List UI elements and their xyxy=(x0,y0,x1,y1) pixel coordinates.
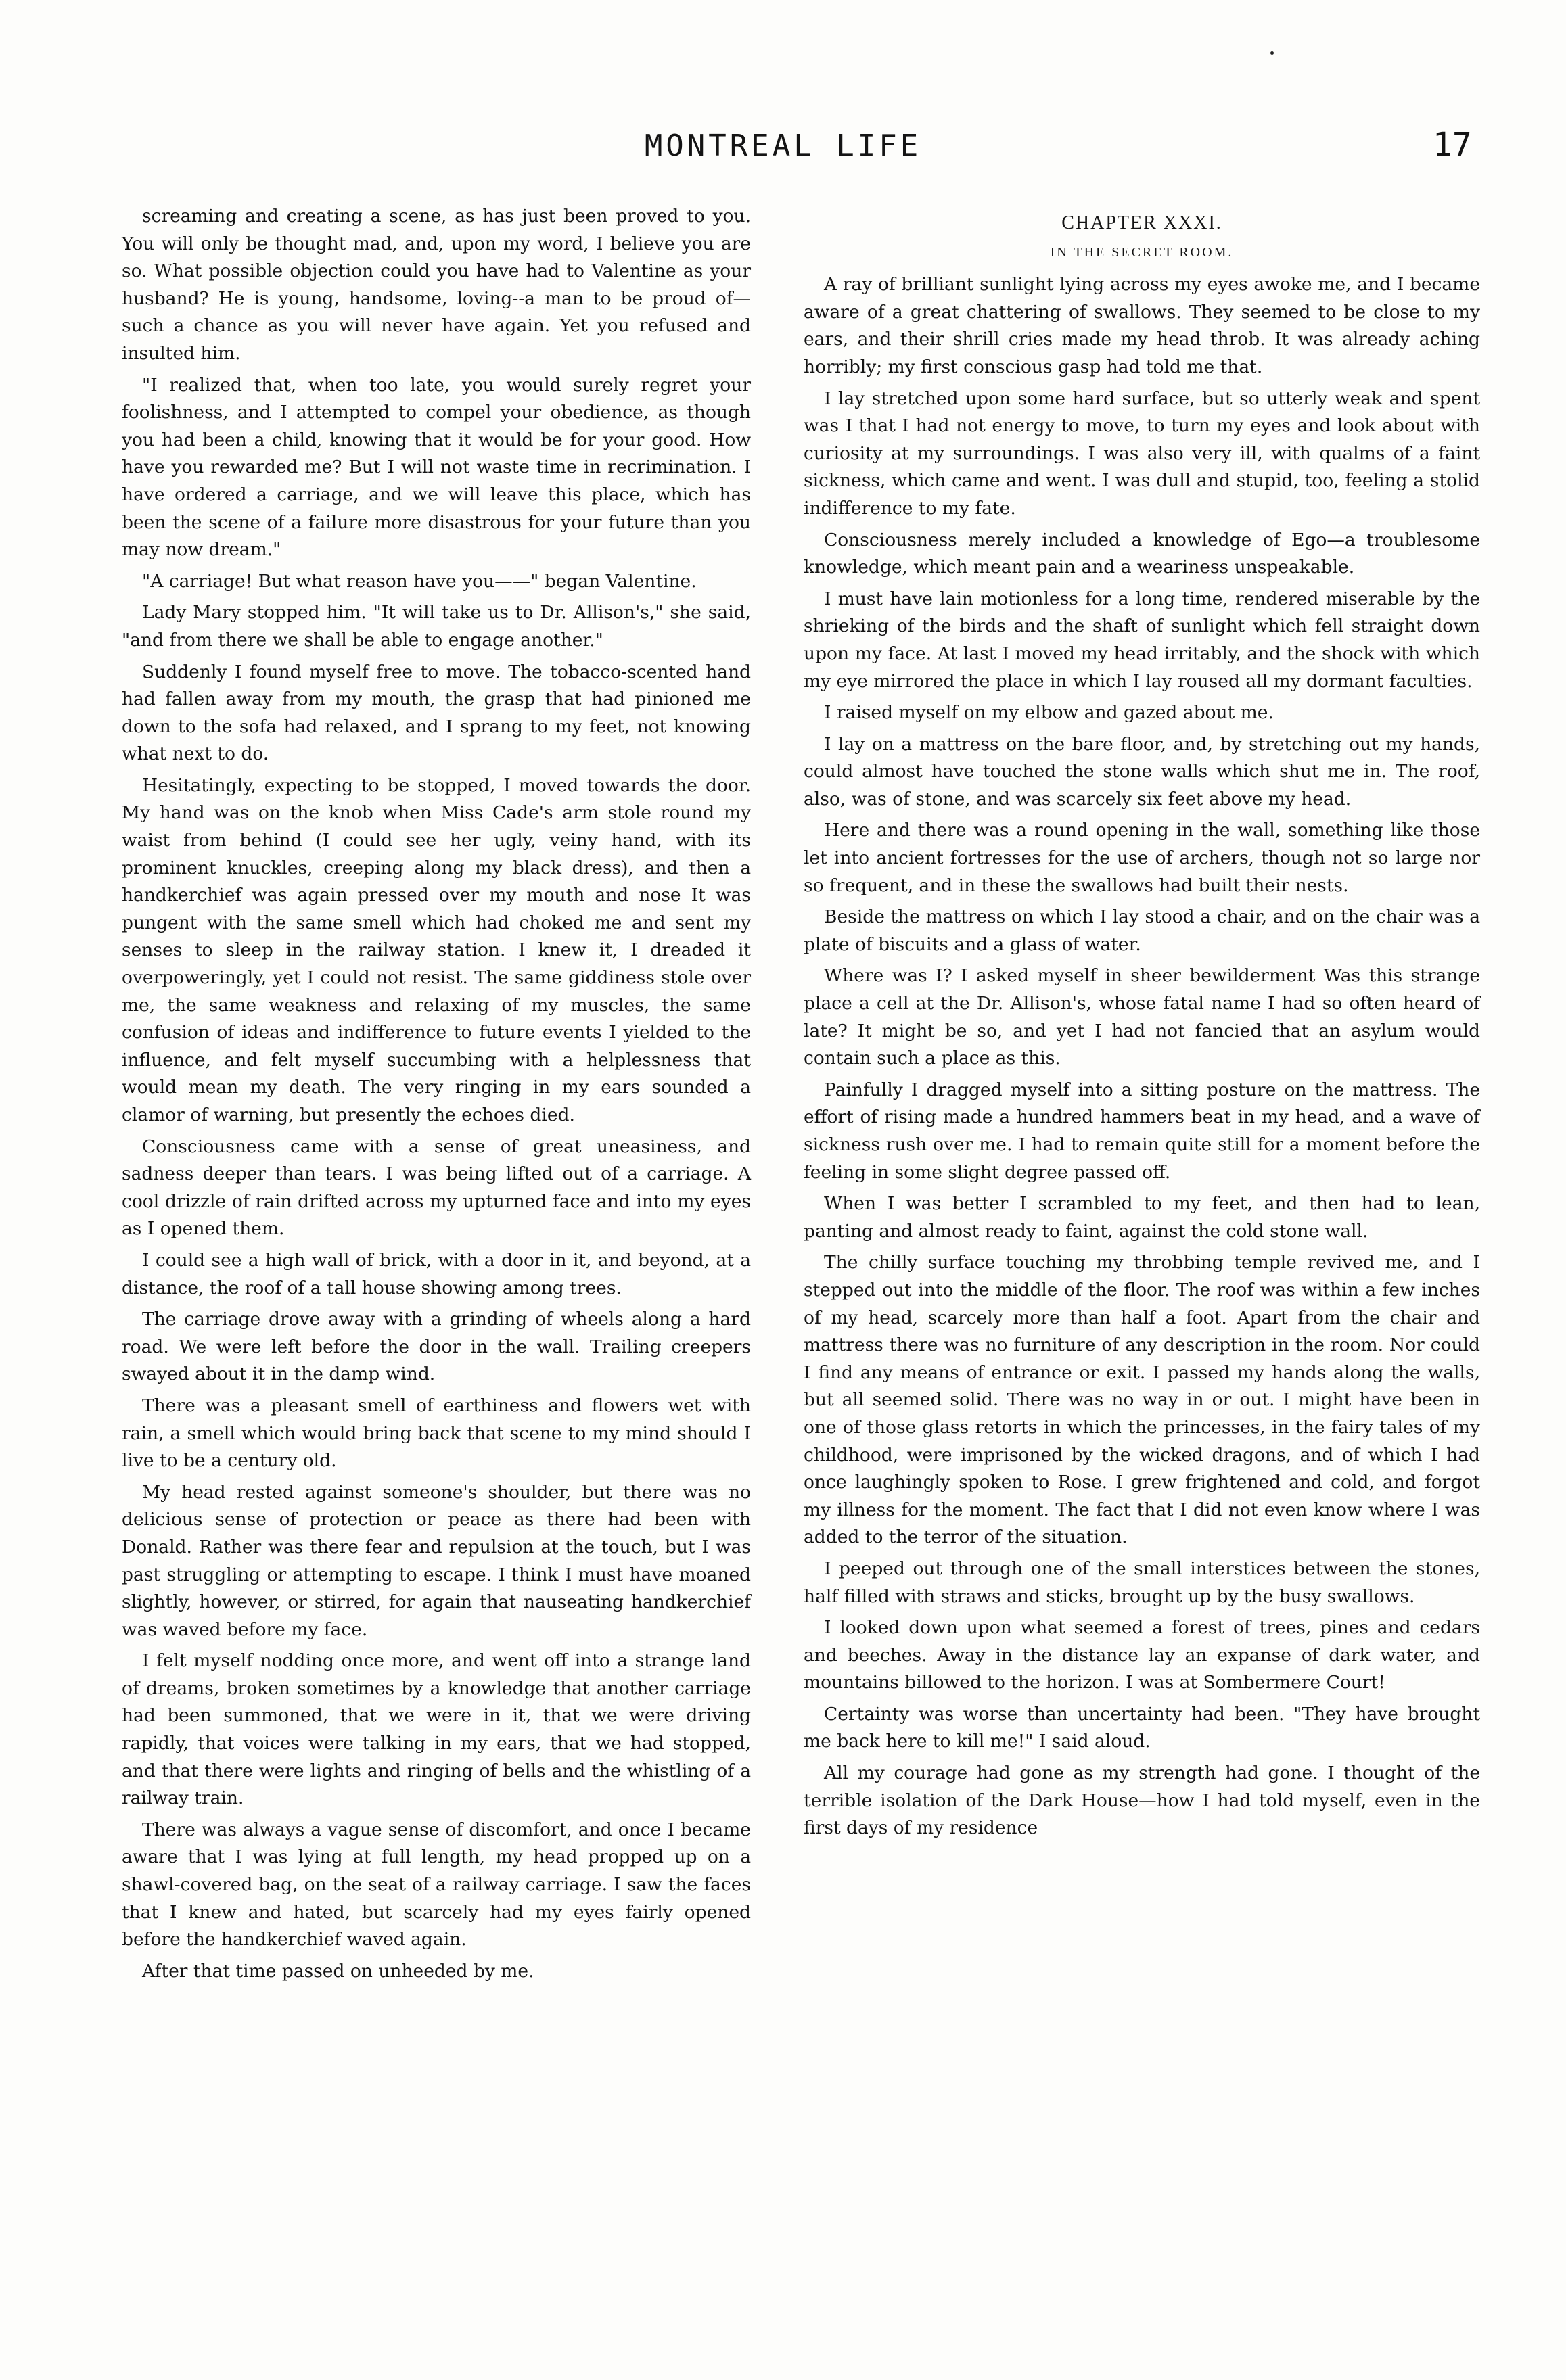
paragraph: When I was better I scrambled to my feet, and then had to lean, panting and almost ready to faint, against the cold stone wall. xyxy=(804,1193,1480,1242)
paragraph: I could see a high wall of brick, with a door in it, and beyond, at a distance, the roof of a tall house showing among trees. xyxy=(122,1249,751,1299)
paragraph: Suddenly I found myself free to move. The tobacco-scented hand had fallen away from my mouth, the grasp that had pinioned me down to the sofa had relaxed, and I sprang to my feet, not knowing what next to do. xyxy=(122,661,751,765)
paragraph: All my courage had gone as my strength had gone. I thought of the terrible isolation of the Dark House—how I had told myself, even in the first days of my residence xyxy=(804,1763,1480,1839)
paragraph: I lay on a mattress on the bare floor, and, by stretching out my hands, could almost have touched the stone walls which shut me in. The roof, also, was of stone, and was scarcely six feet above my head. xyxy=(804,733,1480,810)
chapter-subtitle: IN THE SECRET ROOM. xyxy=(1050,244,1234,260)
running-header-title: MONTREAL LIFE xyxy=(644,129,922,163)
paragraph: Lady Mary stopped him. "It will take us to Dr. Allison's," she said, "and from there we shall be able to engage another." xyxy=(122,602,751,651)
paragraph: A ray of brilliant sunlight lying across my eyes awoke me, and I became aware of a great chattering of swallows. They seemed to be close to my ears, and their shrill cries made my head throb. It was already aching horribly; my first conscious gasp had told me that. xyxy=(804,274,1480,377)
paragraph: Painfully I dragged myself into a sitting posture on the mattress. The effort of rising made a hundred hammers beat in my head, and a wave of sickness rush over me. I had to remain quite still for a moment before the feeling in some slight degree passed off. xyxy=(804,1079,1480,1183)
paragraph: I lay stretched upon some hard surface, but so utterly weak and spent was I that I had not energy to move, to turn my eyes and look about with curiosity at my surroundings. I was also very ill, with qualms of a faint sickness, which came and went. I was dull and stupid, too, feeling a stolid indifference to my fate. xyxy=(804,388,1480,519)
paragraph: Here and there was a round opening in the wall, something like those let into ancient fortresses for the use of archers, though not so large nor so frequent, and in these the swallows had built their nests. xyxy=(804,820,1480,896)
paragraph: Beside the mattress on which I lay stood a chair, and on the chair was a plate of biscuits and a glass of water. xyxy=(804,906,1480,955)
paragraph: I raised myself on my elbow and gazed about me. xyxy=(824,702,1274,724)
paragraph: Consciousness came with a sense of great uneasiness, and sadness deeper than tears. I was being lifted out of a carriage. A cool drizzle of rain drifted across my upturned face and into my eyes as I opened them. xyxy=(122,1136,751,1240)
ink-speck xyxy=(1270,51,1274,55)
paragraph: My head rested against someone's shoulder, but there was no delicious sense of protection or peace as there had been with Donald. Rather was there fear and repulsion at the touch, but I was past struggling or attempting to escape. I think I must have moaned slightly, however, or stirred, for again that nauseating handkerchief was waved before my face. xyxy=(122,1481,751,1640)
right-column xyxy=(804,210,1480,1846)
page-number: 17 xyxy=(1433,126,1472,164)
paragraph: The chilly surface touching my throbbing temple revived me, and I stepped out into the middle of the floor. The roof was within a few inches of my head, scarcely more than half a foot. Apart from the chair and mattress there was no furniture of any description in the room. Nor could I find any means of entrance or exit. I passed my hands along the walls, but all seemed solid. There was no way in or out. I might have been in one of those glass retorts in which the princesses, in the fairy tales of my childhood, were imprisoned by the wicked dragons, and of which I had once laughingly spoken to Rose. I grew frightened and cold, and forgot my illness for the moment. The fact that I did not even know where I was added to the terror of the situation. xyxy=(804,1252,1480,1548)
paragraph: I looked down upon what seemed a forest of trees, pines and cedars and beeches. Away in the distance lay an expanse of dark water, and mountains billowed to the horizon. I was at Sombermere Court! xyxy=(804,1617,1480,1694)
paragraph: There was a pleasant smell of earthiness and flowers wet with rain, a smell which would bring back that scene to my mind should I live to be a century old. xyxy=(122,1395,751,1472)
paragraph: Consciousness merely included a knowledge of Ego—a troublesome knowledge, which meant pain and a weariness unspeakable. xyxy=(804,529,1480,578)
paragraph: After that time passed on unheeded by me. xyxy=(142,1960,534,1982)
paragraph: screaming and creating a scene, as has just been proved to you. You will only be thought mad, and, upon my word, I believe you are so. What possible objection could you have had to Valentine as your husband? He is young, handsome, loving--a man to be proud of—such a chance as you will never have again. Yet you refused and insulted him. xyxy=(122,206,751,364)
paragraph: There was always a vague sense of discomfort, and once I became aware that I was lying at full length, my head propped up on a shawl-covered bag, on the seat of a railway carriage. I saw the faces that I knew and hated, but scarcely had my eyes fairly opened before the handkerchief waved again. xyxy=(122,1819,751,1951)
paragraph: I must have lain motionless for a long time, rendered miserable by the shrieking of the birds and the shaft of sunlight which fell straight down upon my face. At last I moved my head irritably, and the shock with which my eye mirrored the place in which I lay roused all my dormant faculties. xyxy=(804,588,1480,692)
paragraph: I felt myself nodding once more, and went off into a strange land of dreams, broken sometimes by a knowledge that another carriage had been summoned, that we were in it, that we were driving rapidly, that voices were talking in my ears, that we had stopped, and that there were lights and ringing of bells and the whistling of a railway train. xyxy=(122,1650,751,1809)
paragraph: The carriage drove away with a grinding of wheels along a hard road. We were left before the door in the wall. Trailing creepers swayed about it in the damp wind. xyxy=(122,1309,751,1385)
left-column xyxy=(122,203,751,1989)
paragraph: I peeped out through one of the small interstices between the stones, half filled with straws and sticks, brought up by the busy swallows. xyxy=(804,1558,1480,1607)
chapter-title: CHAPTER XXXI. xyxy=(1061,212,1222,233)
paragraph: Certainty was worse than uncertainty had been. "They have brought me back here to kill me!" I said aloud. xyxy=(804,1703,1480,1752)
paragraph: Where was I? I asked myself in sheer bewilderment Was this strange place a cell at the Dr. Allison's, whose fatal name I had so often heard of late? It might be so, and yet I had not fancied that an asylum would contain such a place as this. xyxy=(804,965,1480,1069)
paragraph: "A carriage! But what reason have you——" began Valentine. xyxy=(142,570,697,592)
paragraph: Hesitatingly, expecting to be stopped, I moved towards the door. My hand was on the knob when Miss Cade's arm stole round my waist from behind (I could see her ugly, veiny hand, with its prominent knuckles, creeping along my black dress), and then a handkerchief was again pressed over my mouth and nose It was pungent with the same smell which had choked me and sent my senses to sleep in the railway station. I knew it, I dreaded it overpoweringly, yet I could not resist. The same giddiness stole over me, the same weakness and relaxing of my muscles, the same confusion of ideas and indifference to future events I yielded to the influence, and felt myself succumbing with a helplessness that would mean my death. The very ringing in my ears sounded a clamor of warning, but presently the echoes died. xyxy=(122,774,751,1125)
paragraph: "I realized that, when too late, you would surely regret your foolishness, and I attempted to compel your obedience, as though you had been a child, knowing that it would be for your good. How have you rewarded me? But I will not waste time in recrimination. I have ordered a carriage, and we will leave this place, which has been the scene of a failure more disastrous for your future than you may now dream." xyxy=(122,374,751,561)
